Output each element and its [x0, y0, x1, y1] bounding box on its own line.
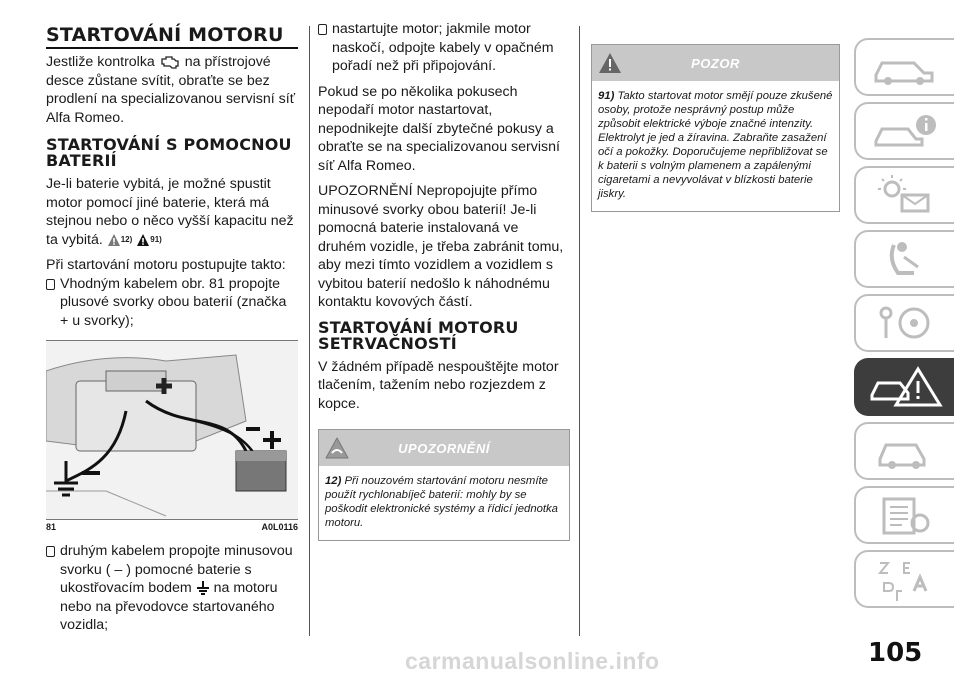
notice-title: UPOZORNĚNÍ	[398, 440, 490, 456]
text-before-icon: Jestliže kontrolka	[46, 54, 155, 70]
notice-body	[319, 466, 569, 540]
warning-triangle-icon	[598, 52, 622, 74]
page-number: 105	[868, 638, 923, 668]
warning-title: POZOR	[691, 55, 740, 71]
column-divider-2	[579, 26, 580, 636]
alphabetical-index-icon	[870, 557, 940, 601]
jump-start-text: Je-li baterie vybitá, je možné spustit motor pomocí jiné baterie, která má stejnou nebo o něco vyšší kapacitu než ta vybitá.	[46, 176, 294, 248]
bullet-1-text: Vhodným kabelem obr. 81 propojte plusové svorky obou baterií (značka + u svorky);	[60, 275, 287, 329]
bullet-box-icon	[46, 546, 55, 557]
notice-text: Při nouzovém startování motoru nesmíte použít rychlonabíječ baterií: mohly by se poškodit elektronické systémy a řídicí jednotka motoru.	[325, 475, 558, 529]
note-triangle-icon	[107, 233, 121, 247]
section-heading-engine-start: STARTOVÁNÍ MOTORU	[46, 26, 298, 49]
tab-emergency[interactable]	[854, 358, 954, 416]
tab-safety[interactable]	[854, 230, 954, 288]
technical-data-icon	[870, 495, 940, 535]
figure-jump-start	[46, 340, 298, 520]
paragraph-inertia: V žádném případě nespouštějte motor tlačením, tažením nebo rozjezdem z kopce.	[318, 358, 559, 412]
tab-index[interactable]	[854, 550, 954, 608]
column-1	[46, 26, 298, 642]
paragraph-retry: Pokud se po několika pokusech nepodaří motor nastartovat, nepodnikejte další zbytečné pokusy a obraťte se na specializovanou servisní síť Alfa Romeo.	[318, 83, 560, 174]
bullet-2-text-before: druhým kabelem propojte minusovou svorku ( – ) pomocné baterie s ukostřovacím bodem	[60, 543, 293, 596]
paragraph-jump-start	[46, 175, 298, 249]
warning-ref: 91)	[598, 90, 615, 102]
warning-box	[591, 44, 840, 212]
key-steering-icon	[870, 303, 940, 343]
notice-triangle-icon	[325, 437, 349, 459]
figure-caption	[46, 522, 298, 532]
car-service-icon	[870, 431, 940, 471]
ref-12: 12)	[120, 234, 133, 244]
figure-number: 81	[46, 522, 57, 532]
notice-ref: 12)	[325, 475, 342, 487]
warning-text: Takto startovat motor smějí pouze zkušené osoby, protože nesprávný postup může způsobit elektrické výboje značné intenzity. Elektrolyt je jed a žíravina. Zabraňte zasažení očí a pokožky. Doporučujeme nepřibližovat se k baterii s volným plamenem a zapálenými cigaretami a nevyvolávat v blízkosti baterie jiskry.	[598, 90, 833, 200]
watermark: carmanualsonline.info	[405, 648, 660, 674]
figure-code: A0L0116	[261, 522, 298, 532]
bullet-item-2	[46, 542, 298, 635]
ref-91: 91)	[150, 234, 162, 244]
section-heading-jump-start: STARTOVÁNÍ S POMOCNOU BATERIÍ	[46, 135, 292, 170]
chapter-tab-sidebar	[854, 38, 954, 614]
bullet-2-text-after: na motoru nebo na převodovce startovaného vozidla;	[60, 580, 278, 633]
lights-message-icon	[870, 175, 940, 215]
tab-starting-driving[interactable]	[854, 294, 954, 352]
section-heading-inertia-start: STARTOVÁNÍ MOTORU SETRVAČNOSTÍ	[318, 317, 519, 353]
column-2	[318, 20, 570, 541]
bullet-box-icon	[318, 24, 327, 35]
tab-car-info[interactable]	[854, 102, 954, 160]
ground-icon	[196, 581, 210, 595]
warning-body	[592, 81, 839, 211]
paragraph-caution-terminals: UPOZORNĚNÍ Nepropojujte přímo minusové svorky obou baterií! Je-li pomocná baterie instalovaná ve druhém vozidle, je třeba zabránit tomu, aby mezi tímto vozidlem a vozidlem s vybitou baterií nedošlo k náhodnému kontaktu kovových částí.	[318, 183, 564, 310]
battery-jump-illustration	[46, 341, 298, 519]
notice-box	[318, 429, 570, 541]
warning-header	[592, 45, 839, 81]
tab-car-overview[interactable]	[854, 38, 954, 96]
tab-technical-data[interactable]	[854, 486, 954, 544]
bullet-item-3	[318, 20, 570, 76]
car-warning-icon	[866, 365, 944, 409]
car-overview-icon	[870, 47, 940, 87]
column-3	[591, 44, 840, 212]
bullet-box-icon	[46, 279, 55, 290]
airbag-seat-icon	[870, 239, 940, 279]
paragraph-procedure: Při startování motoru postupujte takto:	[46, 257, 286, 273]
bullet-item-1	[46, 275, 298, 331]
tab-lights-messages[interactable]	[854, 166, 954, 224]
text-after-icon: na přístrojové desce zůstane svítit, obraťte se bez prodlení na specializovanou servisní síť Alfa Romeo.	[46, 54, 296, 126]
bullet-3-text: nastartujte motor; jakmile motor naskočí, odpojte kabely v opačném pořadí než při připojování.	[332, 21, 554, 74]
notice-header	[319, 430, 569, 466]
warning-triangle-icon	[136, 233, 150, 247]
paragraph-warning-light	[46, 53, 298, 127]
column-divider-1	[309, 26, 310, 636]
car-info-icon	[870, 111, 940, 151]
tab-service[interactable]	[854, 422, 954, 480]
engine-warning-icon	[159, 55, 181, 69]
